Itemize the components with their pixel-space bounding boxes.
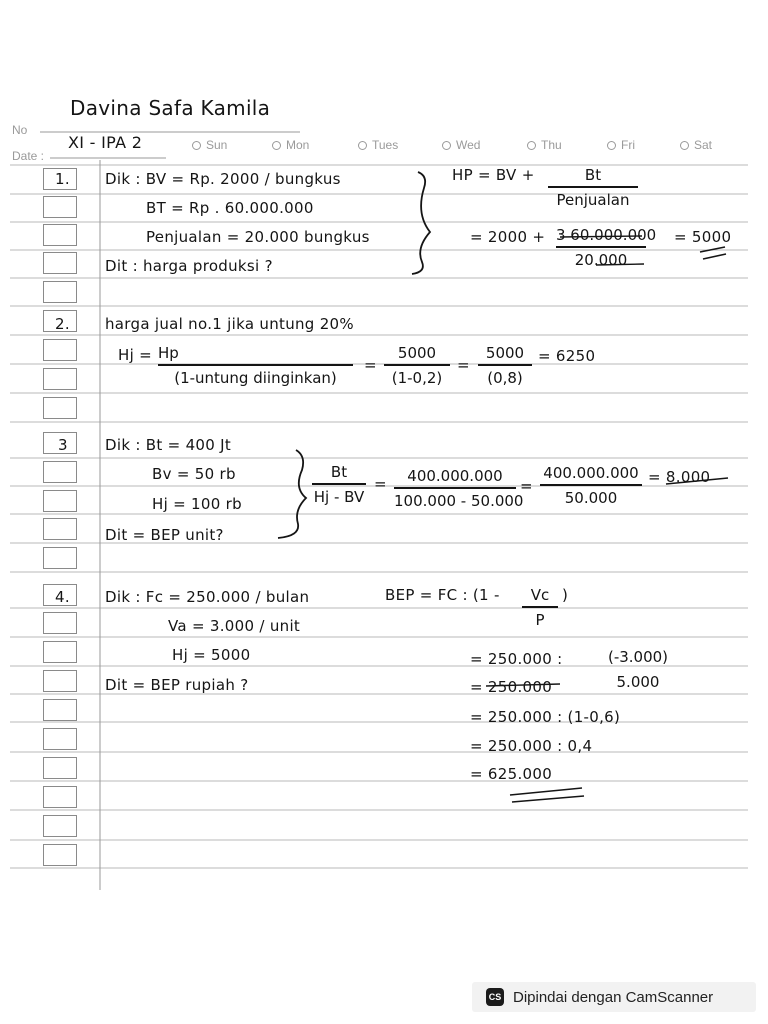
number-box bbox=[43, 670, 77, 692]
fraction-bar bbox=[384, 364, 450, 366]
problem-3-asked: Dit = BEP unit? bbox=[105, 526, 224, 544]
number-box bbox=[43, 461, 77, 483]
day-circle-icon bbox=[442, 141, 451, 150]
problem-4-formula: BEP = FC : (1 - bbox=[385, 586, 500, 604]
problem-4-given-va: Va = 3.000 / unit bbox=[168, 617, 301, 635]
problem-1-number: 1. bbox=[55, 170, 70, 188]
day-circle-icon bbox=[272, 141, 281, 150]
number-box bbox=[43, 281, 77, 303]
number-box bbox=[43, 641, 77, 663]
number-box bbox=[43, 547, 77, 569]
problem-2-number: 2. bbox=[55, 315, 70, 333]
student-name: Davina Safa Kamila bbox=[70, 96, 271, 120]
camscanner-logo-icon: CS bbox=[486, 988, 504, 1006]
number-box bbox=[43, 786, 77, 808]
day-tues: Tues bbox=[358, 138, 398, 152]
fraction-denominator: (1-untung diinginkan) bbox=[174, 368, 337, 387]
fraction-bar bbox=[394, 487, 516, 489]
problem-4-given-hj: Hj = 5000 bbox=[172, 646, 251, 664]
problem-3-fraction-3 bbox=[540, 464, 642, 507]
no-label: No bbox=[12, 123, 28, 137]
problem-3-result: = 8.000 bbox=[648, 468, 711, 486]
problem-3-eq-2: = bbox=[520, 477, 533, 495]
day-circle-icon bbox=[192, 141, 201, 150]
problem-2-fraction-1 bbox=[158, 344, 353, 387]
day-fri: Fri bbox=[607, 138, 635, 152]
fraction-denominator: Penjualan bbox=[556, 190, 630, 209]
problem-4-given-fc: Dik : Fc = 250.000 / bulan bbox=[105, 588, 310, 606]
problem-4-step-1-fraction bbox=[596, 648, 680, 691]
problem-3-fraction-2 bbox=[394, 467, 524, 510]
fraction-numerator: Bt bbox=[584, 166, 602, 184]
problem-1-formula-fraction bbox=[548, 166, 638, 209]
problem-2-question: harga jual no.1 jika untung 20% bbox=[105, 315, 354, 333]
problem-3-fraction-1 bbox=[312, 463, 366, 506]
number-box bbox=[43, 518, 77, 540]
problem-3-number: 3 bbox=[58, 436, 68, 454]
day-thu: Thu bbox=[527, 138, 562, 152]
problem-4-step-1: = 250.000 : bbox=[470, 650, 563, 668]
fraction-denominator: P bbox=[535, 610, 545, 629]
number-box bbox=[43, 339, 77, 361]
fraction-bar bbox=[522, 606, 558, 608]
number-box bbox=[43, 612, 77, 634]
problem-1-given-bv: Dik : BV = Rp. 2000 / bungkus bbox=[105, 170, 341, 188]
fraction-denominator: (0,8) bbox=[487, 368, 523, 387]
number-box bbox=[43, 699, 77, 721]
problem-4-formula-fraction bbox=[522, 586, 558, 629]
problem-1-result: = 5000 bbox=[674, 228, 732, 246]
fraction-bar bbox=[548, 186, 638, 188]
fraction-numerator: 5000 bbox=[397, 344, 437, 362]
day-sun: Sun bbox=[192, 138, 227, 152]
fraction-bar bbox=[158, 364, 353, 366]
problem-4-asked: Dit = BEP rupiah ? bbox=[105, 676, 249, 694]
day-circle-icon bbox=[607, 141, 616, 150]
fraction-numerator: Hp bbox=[158, 344, 179, 362]
fraction-numerator: Vc bbox=[530, 586, 550, 604]
camscanner-text: Dipindai dengan CamScanner bbox=[513, 988, 714, 1006]
problem-4-step-5: = 625.000 bbox=[470, 765, 553, 783]
fraction-denominator: 100.000 - 50.000 bbox=[394, 491, 524, 510]
fraction-denominator: 50.000 bbox=[564, 488, 618, 507]
fraction-numerator: 5000 bbox=[485, 344, 525, 362]
number-box bbox=[43, 368, 77, 390]
problem-4-step-3: = 250.000 : (1-0,6) bbox=[470, 708, 621, 726]
problem-3-given-hj: Hj = 100 rb bbox=[152, 495, 242, 513]
problem-2-eq-2: = bbox=[457, 356, 470, 374]
fraction-bar bbox=[478, 364, 532, 366]
problem-1-calc-lhs: = 2000 + bbox=[470, 228, 546, 246]
fraction-bar bbox=[556, 246, 646, 248]
fraction-numerator: 400.000.000 bbox=[543, 464, 639, 482]
number-box bbox=[43, 844, 77, 866]
number-box bbox=[43, 397, 77, 419]
fraction-numerator: 400.000.000 bbox=[407, 467, 503, 485]
day-sat: Sat bbox=[680, 138, 712, 152]
problem-2-result: = 6250 bbox=[538, 347, 596, 365]
problem-3-given-bv: Bv = 50 rb bbox=[152, 465, 236, 483]
fraction-bar bbox=[312, 483, 366, 485]
problem-2-hj: Hj = bbox=[118, 346, 152, 364]
problem-1-formula-lhs: HP = BV + bbox=[452, 166, 535, 184]
number-box bbox=[43, 757, 77, 779]
problem-1-asked: Dit : harga produksi ? bbox=[105, 257, 273, 275]
day-circle-icon bbox=[680, 141, 689, 150]
fraction-numerator: 3 60.000.000 bbox=[556, 226, 657, 244]
fraction-denominator: 20.000 bbox=[574, 250, 628, 269]
fraction-denominator: 5.000 bbox=[616, 672, 660, 691]
problem-3-given-bt: Dik : Bt = 400 Jt bbox=[105, 436, 232, 454]
problem-4-formula-close: ) bbox=[562, 586, 569, 604]
problem-2-eq-1: = bbox=[364, 356, 377, 374]
number-box bbox=[43, 815, 77, 837]
number-box bbox=[43, 196, 77, 218]
day-mon: Mon bbox=[272, 138, 309, 152]
problem-1-given-bt: BT = Rp . 60.000.000 bbox=[146, 199, 314, 217]
problem-2-fraction-2 bbox=[384, 344, 450, 387]
day-wed: Wed bbox=[442, 138, 480, 152]
fraction-bar bbox=[540, 484, 642, 486]
number-box bbox=[43, 252, 77, 274]
problem-4-step-4: = 250.000 : 0,4 bbox=[470, 737, 593, 755]
fraction-numerator: Bt bbox=[330, 463, 348, 481]
problem-1-calc-fraction bbox=[556, 226, 657, 269]
fraction-denominator: Hj - BV bbox=[313, 487, 365, 506]
problem-4-number: 4. bbox=[55, 588, 70, 606]
fraction-numerator: (-3.000) bbox=[607, 648, 669, 666]
date-label: Date : bbox=[12, 149, 45, 163]
class-value: XI - IPA 2 bbox=[68, 133, 143, 152]
fraction-denominator: (1-0,2) bbox=[391, 368, 443, 387]
day-circle-icon bbox=[358, 141, 367, 150]
problem-4-step-2: = 250.000 bbox=[470, 678, 553, 696]
problem-2-fraction-3 bbox=[478, 344, 532, 387]
number-box bbox=[43, 728, 77, 750]
day-circle-icon bbox=[527, 141, 536, 150]
camscanner-watermark bbox=[472, 982, 756, 1012]
number-box bbox=[43, 224, 77, 246]
problem-3-eq-1: = bbox=[374, 475, 387, 493]
problem-1-given-sales: Penjualan = 20.000 bungkus bbox=[146, 228, 370, 246]
number-box bbox=[43, 490, 77, 512]
